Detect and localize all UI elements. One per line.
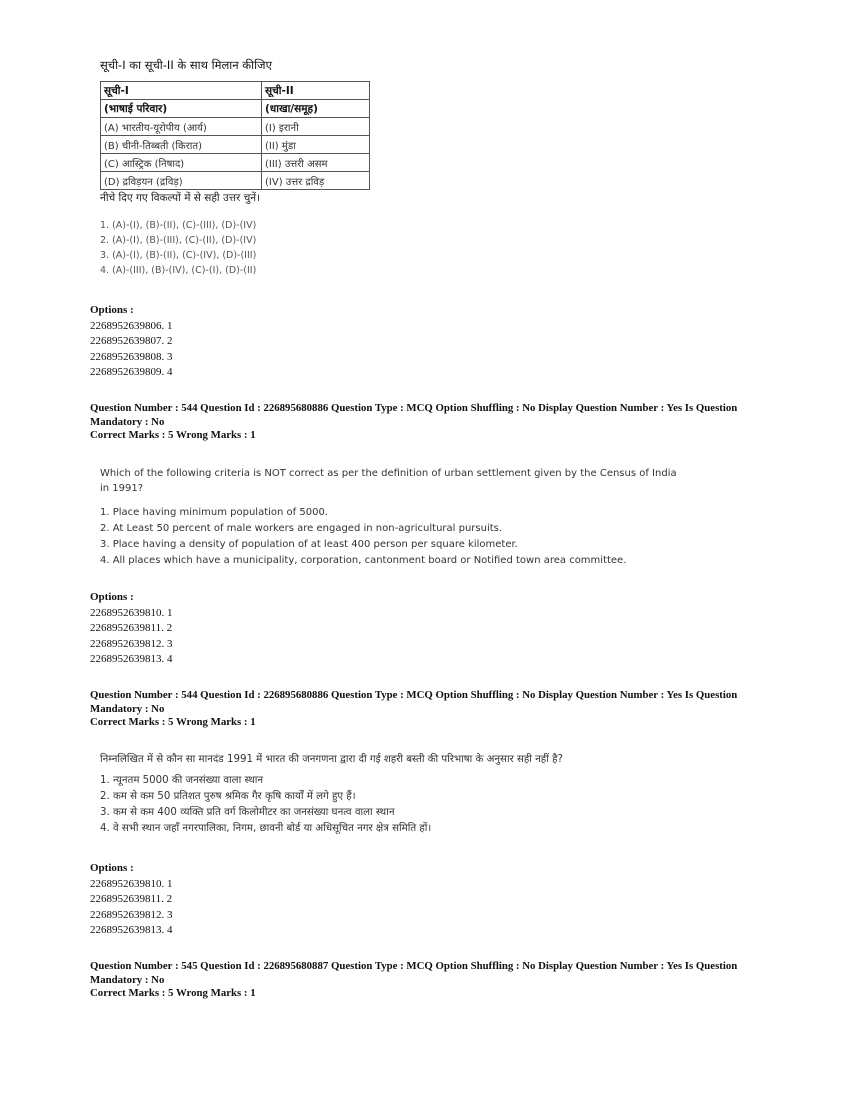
question-marks: Correct Marks : 5 Wrong Marks : 1 [90,429,256,441]
choice-item: 2. At Least 50 percent of male workers are engaged in non-agricultural pursuits. [100,523,503,534]
list2-item: (IV) उत्तर द्रविड़ [262,172,370,190]
question-choices [100,505,680,569]
match-table [100,81,370,190]
option-id: 2268952639811. 2 [90,893,173,905]
match-row [101,118,370,136]
list1-item: (C) आस्ट्रिक (निषाद) [101,154,262,172]
question-text: निम्नलिखित में से कौन सा मानदंड 1991 में भारत की जनगणना द्वारा दी गई शहरी बस्ती की परिभाषा के अनुसार सही नहीं है? [100,754,563,765]
options-block [90,303,173,381]
options-label: Options : [90,591,134,603]
question-stem [100,752,700,837]
match-row [101,154,370,172]
question-choices [100,773,700,837]
choice-item: 3. (A)-(I), (B)-(II), (C)-(IV), (D)-(III) [100,250,257,261]
list1-item: (D) द्रविड़यन (द्रविड़) [101,172,262,190]
choice-item: 4. All places which have a municipality, corporation, cantonment board or Notified town area committee. [100,555,627,566]
choice-item: 4. वे सभी स्थान जहाँ नगरपालिका, निगम, छावनी बोर्ड या अधिसूचित नगर क्षेत्र समिति हों। [100,823,432,834]
option-id: 2268952639807. 2 [90,335,173,347]
option-id: 2268952639813. 4 [90,924,173,936]
choice-item: 3. Place having a density of population of at least 400 person per square kilometer. [100,539,518,550]
list2-item: (I) इरानी [262,118,370,136]
question-meta [90,689,750,730]
list2-heading: सूची-II [262,82,370,100]
question-meta-line: Question Number : 545 Question Id : 226895680887 Question Type : MCQ Option Shuffling : No Display Question Number : Yes Is Question [90,960,738,972]
option-id: 2268952639812. 3 [90,637,173,650]
question-meta [90,402,750,443]
list1-heading: सूची-I [101,82,262,100]
option-id: 2268952639808. 3 [90,350,173,363]
options-block [90,861,173,939]
question-meta-line: Mandatory : No [90,973,165,986]
option-id: 2268952639810. 1 [90,606,173,619]
question-meta-line: Question Number : 544 Question Id : 226895680886 Question Type : MCQ Option Shuffling : No Display Question Number : Yes Is Question [90,402,738,414]
list2-item: (III) उत्तरी असम [262,154,370,172]
option-id: 2268952639813. 4 [90,653,173,665]
question-meta-line: Mandatory : No [90,415,165,428]
options-label: Options : [90,862,134,874]
match-row [101,136,370,154]
match-instruction: नीचे दिए गए विकल्पों में से सही उत्तर चुनें। [100,192,261,204]
choice-item: 4. (A)-(III), (B)-(IV), (C)-(I), (D)-(II) [100,265,257,276]
choice-item: 3. कम से कम 400 व्यक्ति प्रति वर्ग किलोमीटर का जनसंख्या घनत्व वाला स्थान [100,807,395,818]
match-row [101,172,370,190]
choice-item: 2. (A)-(I), (B)-(III), (C)-(II), (D)-(IV) [100,235,257,246]
question-text: Which of the following criteria is NOT correct as per the definition of urban settlement given by the Census of India in 1991? [100,468,677,494]
match-header-row [101,100,370,118]
match-title: सूची-I का सूची-II के साथ मिलान कीजिए [100,58,272,72]
options-label: Options : [90,304,134,316]
option-id: 2268952639806. 1 [90,319,173,332]
question-meta [90,960,750,1001]
list1-item: (A) भारतीय-यूरोपीय (आर्य) [101,118,262,136]
match-choices [100,218,750,278]
match-question [100,58,750,278]
question-marks: Correct Marks : 5 Wrong Marks : 1 [90,716,256,728]
question-meta-line: Mandatory : No [90,702,165,715]
question-marks: Correct Marks : 5 Wrong Marks : 1 [90,987,256,999]
choice-item: 2. कम से कम 50 प्रतिशत पुरुष श्रमिक गैर कृषि कार्यों में लगे हुए हैं। [100,791,356,802]
match-header-row [101,82,370,100]
list1-subheading: (भाषाई परिवार) [101,100,262,118]
list1-item: (B) चीनी-तिब्बती (किरात) [101,136,262,154]
options-block [90,590,173,668]
list2-subheading: (धाखा/समूह) [262,100,370,118]
question-stem [100,466,680,569]
option-id: 2268952639812. 3 [90,908,173,921]
choice-item: 1. Place having minimum population of 5000. [100,507,328,518]
question-meta-line: Question Number : 544 Question Id : 226895680886 Question Type : MCQ Option Shuffling : No Display Question Number : Yes Is Question [90,689,738,701]
list2-item: (II) मुंडा [262,136,370,154]
choice-item: 1. न्यूनतम 5000 की जनसंख्या वाला स्थान [100,775,264,786]
option-id: 2268952639809. 4 [90,366,173,378]
option-id: 2268952639810. 1 [90,877,173,890]
choice-item: 1. (A)-(I), (B)-(II), (C)-(III), (D)-(IV) [100,220,257,231]
option-id: 2268952639811. 2 [90,622,173,634]
